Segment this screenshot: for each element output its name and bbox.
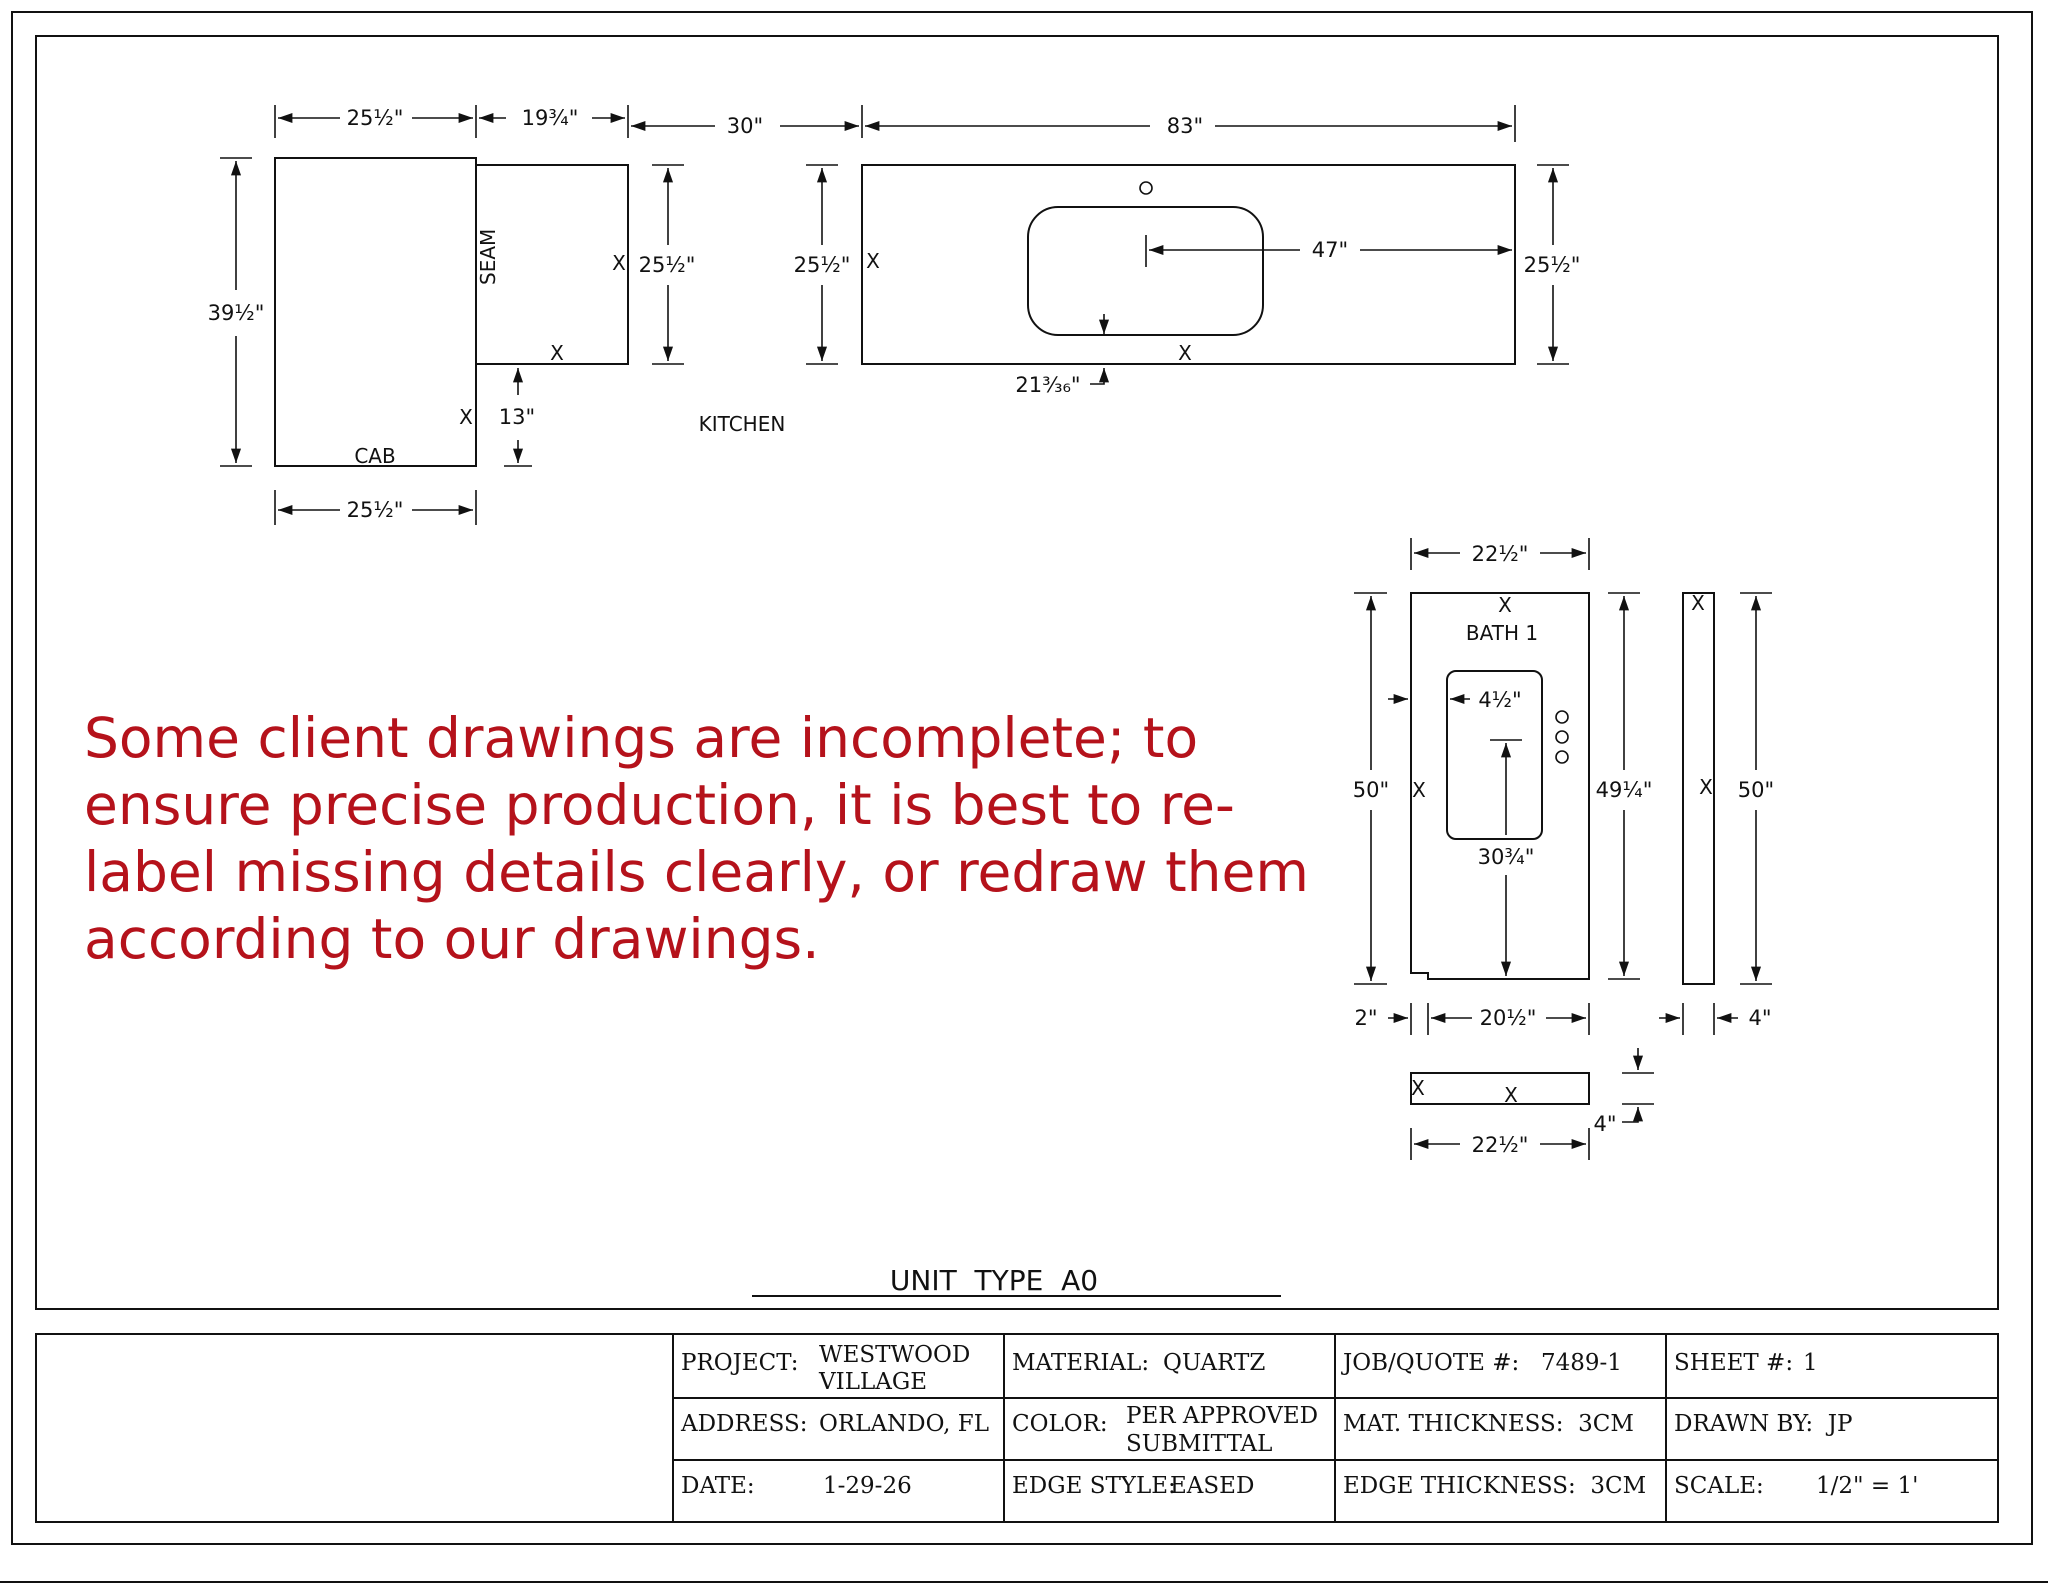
project-label: PROJECT: <box>681 1350 799 1376</box>
material-label: MATERIAL: <box>1012 1350 1150 1376</box>
sheet-value: 1 <box>1803 1350 1818 1376</box>
finished-edge-mark: X <box>866 249 880 273</box>
dim-bath-right-height: 49¼" <box>1595 778 1653 802</box>
finished-edge-mark: X <box>1691 591 1705 615</box>
address-label: ADDRESS: <box>681 1411 808 1437</box>
color-label: COLOR: <box>1012 1411 1108 1437</box>
faucet-hole <box>1556 751 1568 763</box>
finished-edge-mark: X <box>1504 1083 1518 1107</box>
dim-sink-run-right-depth: 25½" <box>1523 253 1581 277</box>
sheet-label: SHEET #: <box>1674 1350 1794 1376</box>
dim-top-b: 19¾" <box>521 106 579 130</box>
finished-edge-mark: X <box>1412 778 1426 802</box>
dim-leader <box>1090 368 1104 384</box>
dim-back-splash-height: 4" <box>1593 1112 1617 1136</box>
bath-vanity-top <box>1411 593 1589 979</box>
dim-bath-sink-depth: 30¾" <box>1477 845 1535 869</box>
dim-back-splash-width: 22½" <box>1471 1133 1529 1157</box>
bath-back-splash <box>1411 1073 1589 1104</box>
dim-splash-height: 50" <box>1737 778 1775 802</box>
dim-bath-left-height: 50" <box>1352 778 1390 802</box>
kitchen-layout <box>208 105 1581 525</box>
job-label: JOB/QUOTE #: <box>1343 1350 1520 1376</box>
finished-edge-mark: X <box>459 405 473 429</box>
dim-bath-bottom-width: 20½" <box>1479 1006 1537 1030</box>
date-label: DATE: <box>681 1473 755 1499</box>
faucet-hole <box>1556 711 1568 723</box>
faucet-hole <box>1556 731 1568 743</box>
dim-sink-front: 21³⁄₃₆" <box>1015 373 1081 397</box>
title-block <box>36 1334 1998 1522</box>
dim-bath-top-width: 22½" <box>1471 542 1529 566</box>
cab-label: CAB <box>354 444 396 468</box>
scale-label: SCALE: <box>1674 1473 1764 1499</box>
production-note: Some client drawings are incomplete; to ensure precise production, it is best to re-label missing details clearly, or redraw them according to our drawings. <box>84 706 1309 971</box>
color-value-line2: SUBMITTAL <box>1126 1431 1273 1457</box>
bath-layout <box>1353 538 1774 1160</box>
material-value: QUARTZ <box>1163 1350 1266 1376</box>
unit-title: UNIT TYPE A0 <box>889 1264 1099 1297</box>
finished-edge-mark: X <box>1178 341 1192 365</box>
finished-edge-mark: X <box>612 251 626 275</box>
dim-top-a: 25½" <box>346 106 404 130</box>
edge-style-value: EASED <box>1170 1473 1255 1499</box>
color-value-line1: PER APPROVED <box>1126 1403 1319 1429</box>
address-value: ORLANDO, FL <box>819 1411 989 1437</box>
dim-top-c: 83" <box>1166 114 1204 138</box>
dim-bottom-width: 25½" <box>346 498 404 522</box>
dim-sink-offset: 47" <box>1311 238 1349 262</box>
kitchen-cab-piece <box>275 158 476 466</box>
dim-sink-run-left-depth: 25½" <box>793 253 851 277</box>
dim-left-height: 39½" <box>207 301 265 325</box>
kitchen-label: KITCHEN <box>698 412 786 436</box>
finished-edge-mark: X <box>1498 593 1512 617</box>
drawn-by: DRAWN BY: JP <box>1674 1411 1853 1437</box>
dim-leader <box>1622 1107 1638 1122</box>
scale-value: 1/2" = 1' <box>1816 1473 1919 1499</box>
faucet-hole <box>1140 182 1152 194</box>
finished-edge-mark: X <box>1411 1076 1425 1100</box>
mat-thickness: MAT. THICKNESS: 3CM <box>1343 1411 1634 1437</box>
project-value-line1: WESTWOOD <box>819 1342 971 1368</box>
finished-edge-mark: X <box>550 341 564 365</box>
date-value: 1-29-26 <box>823 1473 912 1499</box>
edge-style-label: EDGE STYLE: <box>1012 1473 1176 1499</box>
kitchen-sink-cutout <box>1028 207 1263 335</box>
dim-splash-depth: 4" <box>1748 1006 1772 1030</box>
dim-gap: 30" <box>726 114 764 138</box>
seam-label: SEAM <box>476 228 500 285</box>
finished-edge-mark: X <box>1699 775 1713 799</box>
edge-thickness: EDGE THICKNESS: 3CM <box>1343 1473 1647 1499</box>
drawing-border <box>36 36 1998 1309</box>
dim-return-depth: 25½" <box>638 253 696 277</box>
dim-bath-sink-offset: 4½" <box>1478 688 1522 712</box>
dim-bath-notch: 2" <box>1354 1006 1378 1030</box>
dim-notch: 13" <box>498 405 536 429</box>
job-value: 7489-1 <box>1541 1350 1622 1376</box>
project-value-line2: VILLAGE <box>819 1369 928 1395</box>
bath-label: BATH 1 <box>1465 621 1539 645</box>
